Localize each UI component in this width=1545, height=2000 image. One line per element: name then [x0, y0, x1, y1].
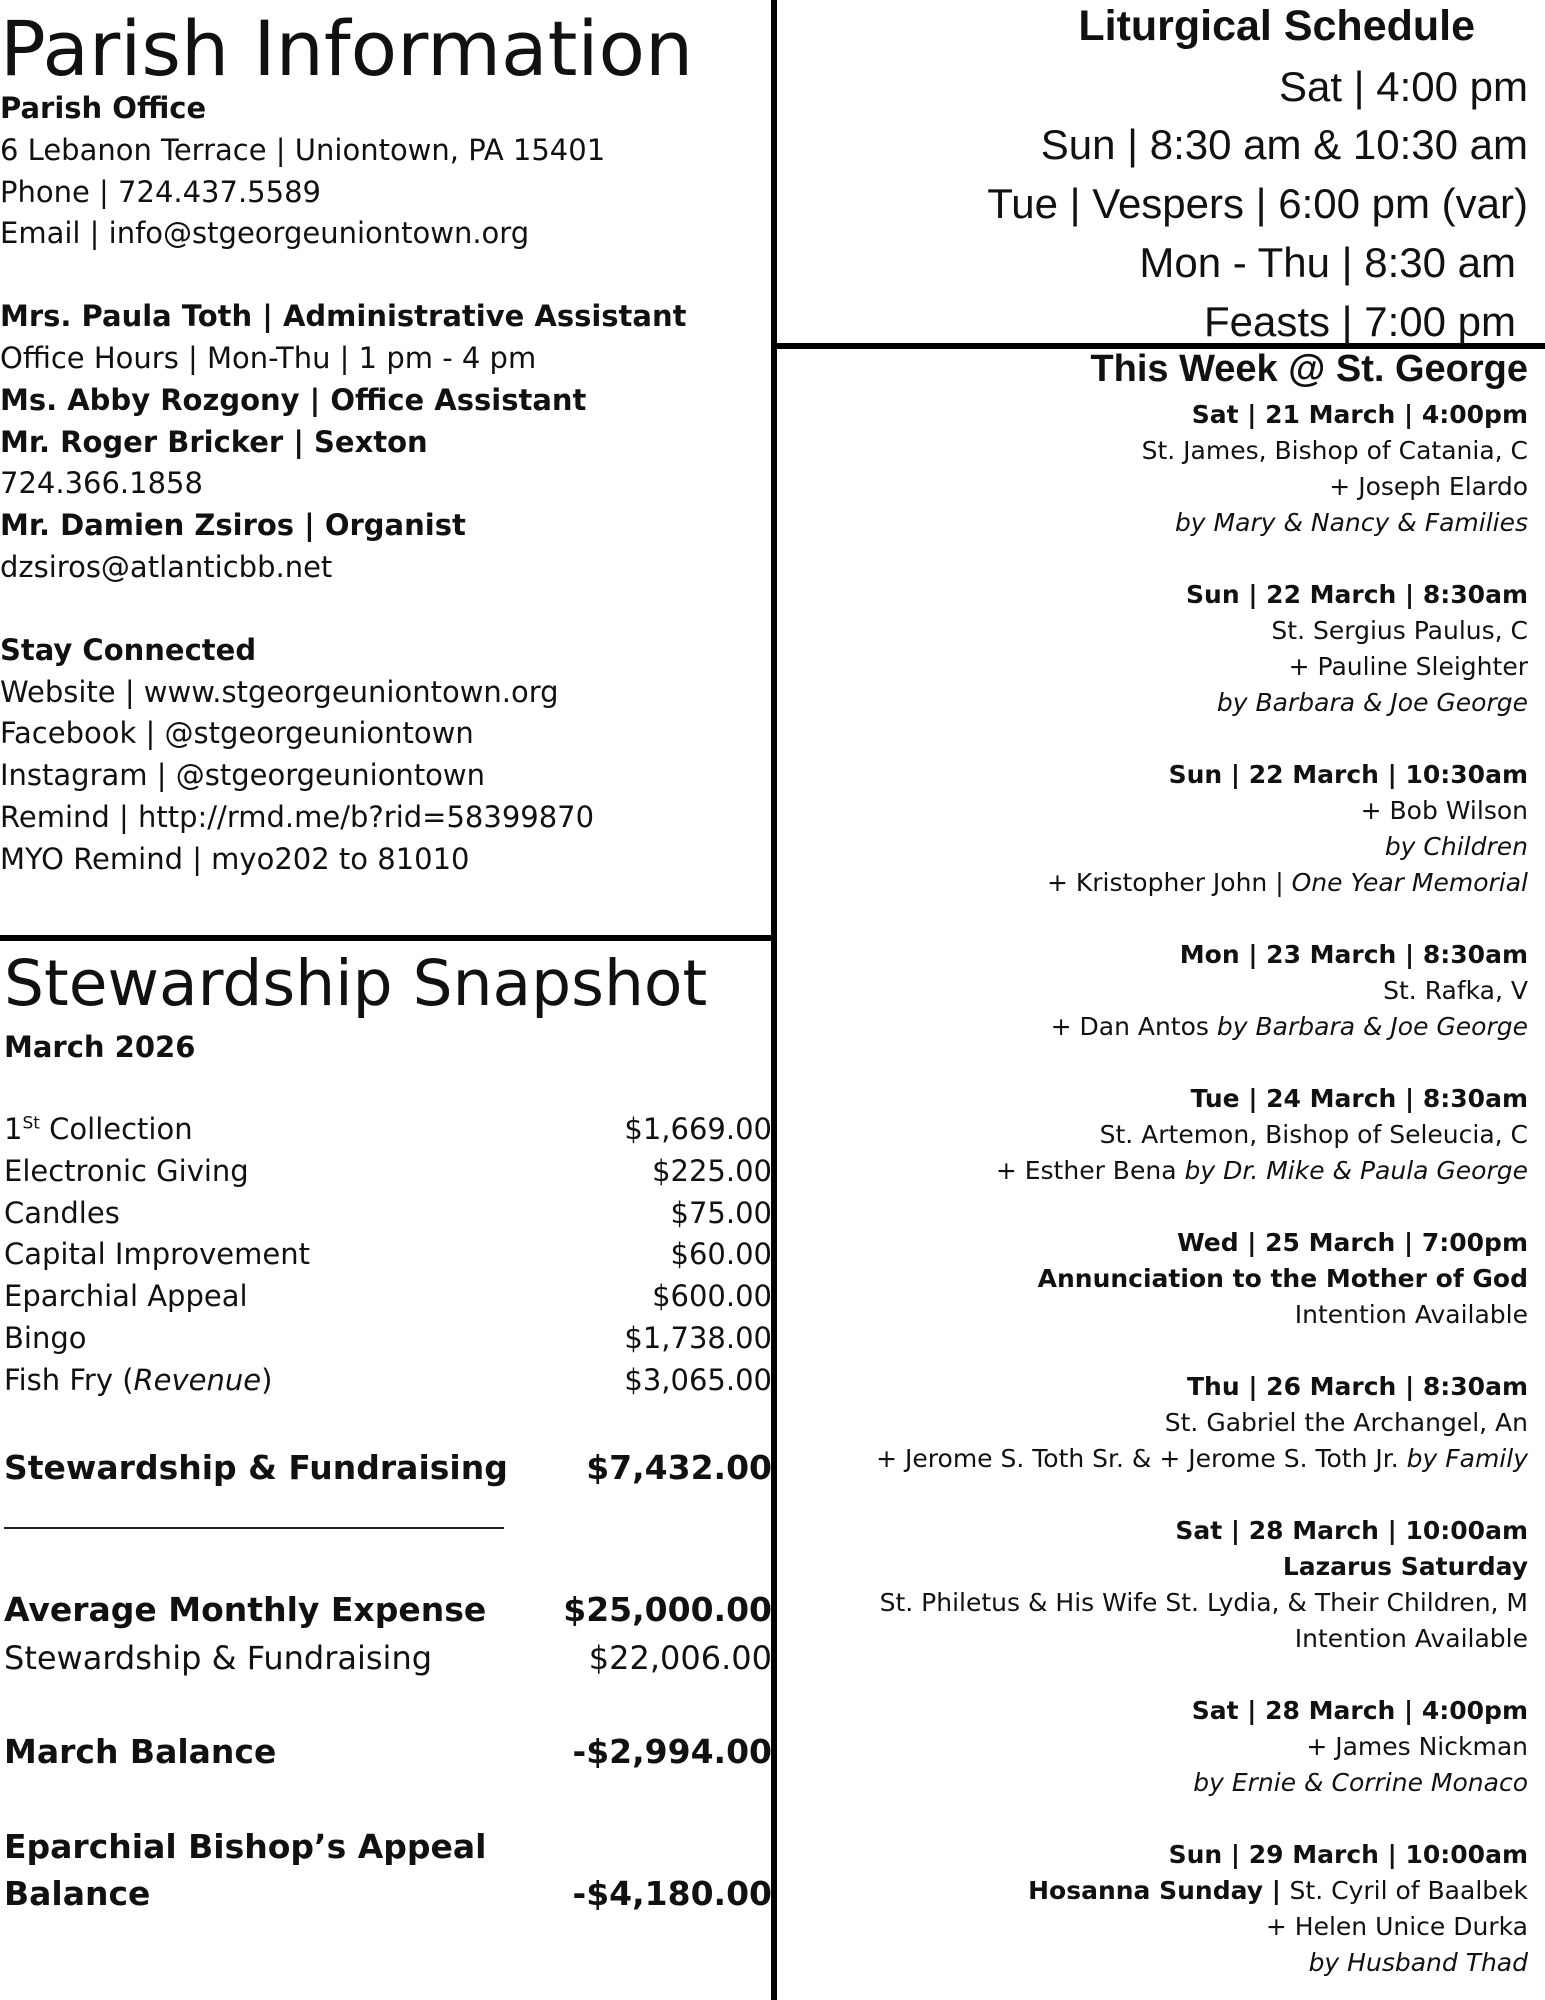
schedule-line: Sat | 4:00 pm: [1278, 63, 1528, 110]
entry-line: + Bob Wilson: [1360, 796, 1528, 825]
entry-line: St. Rafka, V: [1383, 976, 1528, 1005]
entry-heading: Sat | 28 March | 4:00pm: [1191, 1696, 1528, 1725]
entry-line: + Dan Antos by Barbara & Joe George: [1050, 1012, 1528, 1041]
entry-heading: Sun | 29 March | 10:00am: [1168, 1840, 1528, 1869]
week-entry: [758, 1081, 1528, 1189]
facebook-link[interactable]: Facebook | @stgeorgeuniontown: [0, 716, 474, 750]
organist-email: dzsiros@atlanticbb.net: [0, 550, 333, 584]
average-expense-row: Average Monthly Expense $25,000.00: [4, 1590, 772, 1629]
parish-address: 6 Lebanon Terrace | Uniontown, PA 15401: [0, 133, 606, 167]
entry-line: St. Philetus & His Wife St. Lydia, & Their Children, M: [879, 1588, 1528, 1617]
entry-line: by Barbara & Joe George: [1216, 688, 1528, 717]
this-week-title: This Week @ St. George: [1090, 348, 1528, 390]
entry-heading: Sun | 22 March | 10:30am: [1168, 760, 1528, 789]
parish-information-title: Parish Information: [0, 4, 694, 93]
entry-heading: Sat | 21 March | 4:00pm: [1191, 400, 1528, 429]
first-collection-amount: $1,669.00: [624, 1112, 772, 1146]
entry-line: St. Artemon, Bishop of Seleucia, C: [1099, 1120, 1528, 1149]
entry-line: Lazarus Saturday: [1282, 1552, 1528, 1581]
entry-line: Intention Available: [1294, 1300, 1528, 1329]
parish-email: Email | info@stgeorgeuniontown.org: [0, 216, 530, 250]
entry-line: + Jerome S. Toth Sr. & + Jerome S. Toth Jr. by Family: [876, 1444, 1528, 1473]
entry-heading: Mon | 23 March | 8:30am: [1179, 940, 1528, 969]
collection-row: Electronic Giving $225.00: [4, 1154, 772, 1188]
entry-line: + Helen Unice Durka: [1265, 1912, 1528, 1941]
stewardship-fundraising-row: Stewardship & Fundraising $22,006.00: [4, 1639, 772, 1677]
staff-administrative-assistant: Mrs. Paula Toth | Administrative Assistant: [0, 299, 687, 333]
entry-heading: Wed | 25 March | 7:00pm: [1177, 1228, 1528, 1257]
entry-line: Intention Available: [1294, 1624, 1528, 1653]
week-entry: [758, 1225, 1528, 1333]
entry-line: by Children: [1384, 832, 1528, 861]
entry-heading: Sat | 28 March | 10:00am: [1175, 1516, 1528, 1545]
stewardship-title: Stewardship Snapshot: [4, 947, 708, 1020]
schedule-line: Tue | Vespers | 6:00 pm (var): [987, 180, 1528, 227]
entry-heading: Thu | 26 March | 8:30am: [1186, 1372, 1528, 1401]
liturgical-schedule-title: Liturgical Schedule: [1078, 2, 1475, 50]
week-entry: [758, 577, 1528, 721]
first-collection-row: [4, 1108, 772, 1150]
entry-line: Annunciation to the Mother of God: [1037, 1264, 1528, 1293]
remind-link[interactable]: Remind | http://rmd.me/b?rid=58399870: [0, 800, 595, 834]
stewardship-total-row: Stewardship & Fundraising $7,432.00: [4, 1448, 772, 1487]
left-section-divider: [0, 935, 777, 941]
march-balance-row: March Balance -$2,994.00: [4, 1732, 772, 1771]
appeal-balance-row: Balance -$4,180.00: [4, 1874, 772, 1913]
entry-heading: Tue | 24 March | 8:30am: [1190, 1084, 1528, 1113]
entry-line: St. Sergius Paulus, C: [1271, 616, 1528, 645]
sexton-phone: 724.366.1858: [0, 466, 203, 500]
myo-remind: MYO Remind | myo202 to 81010: [0, 842, 470, 876]
first-collection-label: 1St Collection: [4, 1112, 193, 1146]
schedule-line: Mon - Thu | 8:30 am: [1139, 239, 1516, 286]
collection-row: Capital Improvement $60.00: [4, 1237, 772, 1271]
stay-connected-heading: Stay Connected: [0, 633, 257, 667]
schedule-line: Sun | 8:30 am & 10:30 am: [1040, 121, 1528, 168]
week-entry: [758, 1693, 1528, 1801]
entry-line: by Mary & Nancy & Families: [1174, 508, 1528, 537]
schedule-line: Feasts | 7:00 pm: [1203, 298, 1516, 345]
week-entry: [758, 1369, 1528, 1477]
entry-line: by Husband Thad: [1308, 1948, 1528, 1977]
entry-line: + Pauline Sleighter: [1288, 652, 1528, 681]
appeal-balance-label-1: Eparchial Bishop’s Appeal: [4, 1827, 487, 1866]
separator-line: [4, 1527, 504, 1529]
week-entry: [758, 1837, 1528, 1981]
parish-office-heading: Parish Office: [0, 91, 207, 125]
staff-organist: Mr. Damien Zsiros | Organist: [0, 508, 466, 542]
entry-line: Hosanna Sunday | St. Cyril of Baalbek: [1028, 1876, 1528, 1905]
collection-row: Eparchial Appeal $600.00: [4, 1279, 772, 1313]
entry-line: + Esther Bena by Dr. Mike & Paula George: [995, 1156, 1528, 1185]
parish-phone: Phone | 724.437.5589: [0, 175, 321, 209]
office-hours: Office Hours | Mon-Thu | 1 pm - 4 pm: [0, 341, 537, 375]
fish-fry-row: Fish Fry (Revenue) $3,065.00: [4, 1363, 772, 1397]
staff-office-assistant: Ms. Abby Rozgony | Office Assistant: [0, 383, 587, 417]
collection-row: Bingo $1,738.00: [4, 1321, 772, 1355]
entry-heading: Sun | 22 March | 8:30am: [1186, 580, 1528, 609]
entry-line: + Joseph Elardo: [1329, 472, 1528, 501]
website-link[interactable]: Website | www.stgeorgeuniontown.org: [0, 675, 559, 709]
entry-line: + Kristopher John | One Year Memorial: [1046, 868, 1528, 897]
entry-line: St. Gabriel the Archangel, An: [1164, 1408, 1528, 1437]
week-entry: [758, 757, 1528, 901]
entry-line: + James Nickman: [1306, 1732, 1528, 1761]
entry-line: St. James, Bishop of Catania, C: [1141, 436, 1528, 465]
staff-sexton: Mr. Roger Bricker | Sexton: [0, 425, 428, 459]
entry-line: by Ernie & Corrine Monaco: [1193, 1768, 1528, 1797]
stewardship-month: March 2026: [4, 1030, 196, 1064]
instagram-link[interactable]: Instagram | @stgeorgeuniontown: [0, 758, 486, 792]
week-entry: [758, 1513, 1528, 1657]
week-entry: [758, 937, 1528, 1045]
collection-row: Candles $75.00: [4, 1196, 772, 1230]
week-entry: [758, 397, 1528, 541]
